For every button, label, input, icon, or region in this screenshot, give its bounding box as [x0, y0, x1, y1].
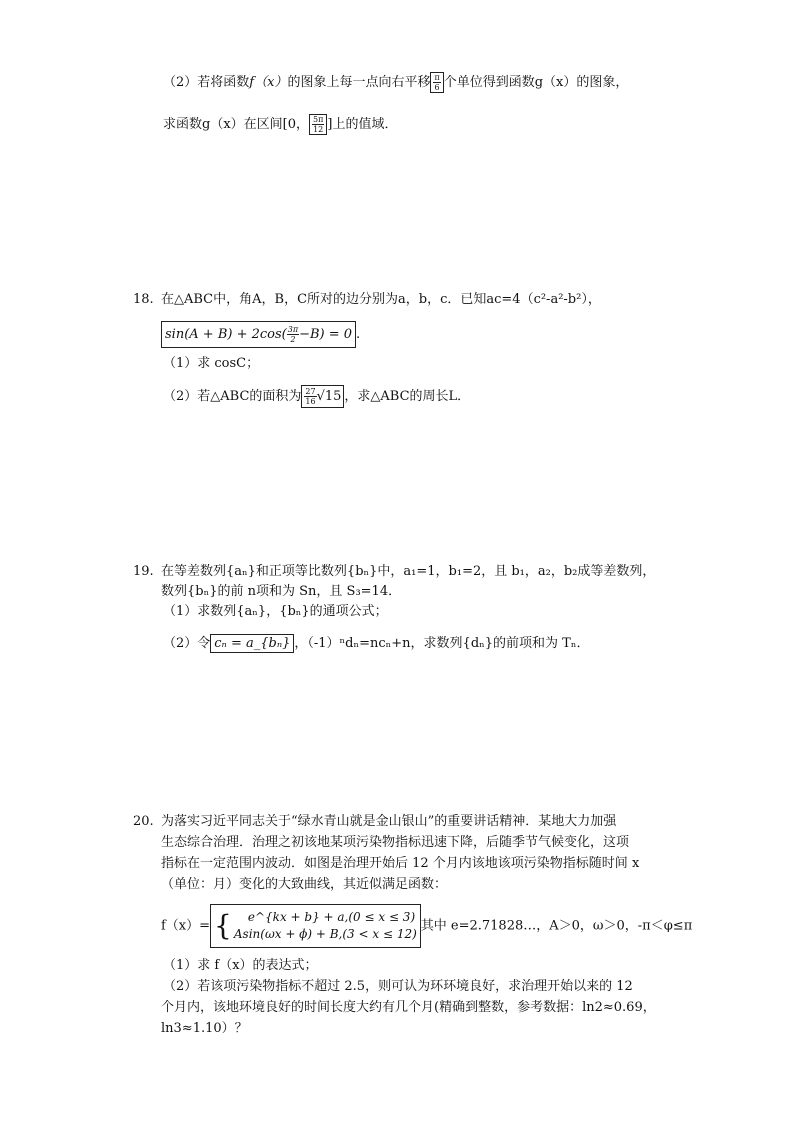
q19-formula-box: cₙ = a_{bₙ} — [210, 634, 294, 653]
q17-text-d: 的图象， — [576, 75, 629, 90]
q18-formula-line — [161, 321, 360, 348]
q17-line2-a: 求函数 — [163, 117, 203, 132]
q17-line2-gx: g（x） — [202, 117, 244, 132]
q20-brace: { — [214, 908, 232, 942]
q17-text-b: 的图象上每一点向右平移 — [287, 75, 431, 90]
q20-sub1: （1）求 f（x）的表达式； — [163, 958, 318, 973]
q20-fx-label: f（x）= — [161, 918, 211, 934]
q19-sub1: （1）求数列{aₙ}，{bₙ}的通项公式； — [163, 604, 388, 619]
q18-line1: 在△ABC中，角A，B，C所对的边分别为a，b，c．已知ac=4（c²-a²-b²）， — [161, 292, 601, 307]
q18-sub2-b: ，求△ABC的周长L． — [344, 389, 471, 404]
q19-sub2-b: ，（-1）ⁿdₙ=ncₙ+n，求数列{dₙ}的前项和为 Tₙ． — [294, 636, 590, 651]
q19-sub2-a: （2）令 — [163, 636, 211, 651]
q17-part2-line2 — [163, 114, 397, 135]
q20-sub2-l1: （2）若该项污染物指标不超过 2.5，则可认为环环境良好，求治理开始以来的 12 — [163, 979, 633, 994]
q20-sub2-l2: 个月内，该地环境良好的时间长度大约有几个月(精确到整数，参考数据：ln2≈0.69， — [161, 1000, 656, 1015]
q20-line3: 指标在一定范围内波动．如图是治理开始后 12 个月内该地该项污染物指标随时间 x — [161, 856, 640, 871]
q17-line2-c: ]上的值域． — [327, 117, 398, 132]
q18-sub2-a: （2）若△ABC的面积为 — [163, 389, 302, 404]
q18-sub1: （1）求 cosC； — [163, 356, 260, 371]
q18-sub2 — [163, 385, 470, 408]
q18-formula-b: −B) = 0 — [299, 327, 353, 342]
q19-line1: 在等差数列{aₙ}和正项等比数列{bₙ}中，a₁=1，b₁=2，且 b₁，a₂，b₂成等差数列， — [161, 564, 656, 579]
q18-formula-den: 2 — [290, 335, 296, 344]
q20-after: 其中 e=2.71828…，A＞0，ω＞0，-π＜φ≤π — [420, 918, 693, 934]
q18-number: 18. — [133, 292, 154, 307]
q17-text-c: 个单位得到函数 — [443, 75, 535, 90]
q17-line2-b: 在区间[0， — [243, 117, 310, 132]
q18-area-box — [301, 385, 344, 408]
q18-area-num: 27 — [305, 387, 316, 396]
q17-text-a: （2）若将函数 — [163, 75, 250, 90]
q17-shift-den: 6 — [434, 83, 440, 92]
q19-line2: 数列{bₙ}的前 n项和为 Sn，且 S₃=14． — [161, 584, 402, 599]
q20-line1: 为落实习近平同志关于“绿水青山就是金山银山”的重要讲话精神．某地大力加强 — [161, 814, 617, 829]
q17-fx: f（x） — [249, 75, 288, 90]
q20-piecewise-line — [161, 904, 692, 948]
q20-sub2-l3: ln3≈1.10）？ — [161, 1021, 248, 1036]
q17-part2-line1 — [163, 72, 628, 93]
q20-piece2: Asin(ωx + ϕ) + B,(3 < x ≤ 12) — [233, 926, 417, 941]
q18-formula-num: 3π — [287, 325, 299, 334]
q20-line4: （单位：月）变化的大致曲线，其近似满足函数： — [161, 877, 448, 892]
q18-formula-a: sin(A + B) + 2cos( — [165, 327, 287, 342]
q20-line2: 生态综合治理．治理之初该地某项污染物指标迅速下降，后随季节气候变化，这项 — [161, 835, 630, 850]
q17-shift-fraction — [430, 72, 443, 93]
q18-formula-end: . — [356, 327, 361, 342]
q17-int-den: 12 — [313, 125, 324, 134]
q19-number: 19. — [133, 564, 154, 579]
q17-shift-num: π — [434, 73, 440, 82]
q19-sub2 — [163, 634, 589, 653]
q18-formula-box — [161, 321, 356, 348]
q17-gx: g（x） — [534, 75, 577, 90]
q20-number: 20. — [133, 814, 154, 829]
q18-area-rad: √15 — [316, 389, 342, 404]
q20-piecewise-box — [210, 904, 421, 948]
q17-int-num: 5π — [313, 115, 324, 124]
q20-piece1: e^{kx + b} + a,(0 ≤ x ≤ 3) — [247, 909, 416, 924]
q17-interval-fraction — [309, 114, 327, 135]
q18-area-den: 16 — [305, 397, 316, 406]
